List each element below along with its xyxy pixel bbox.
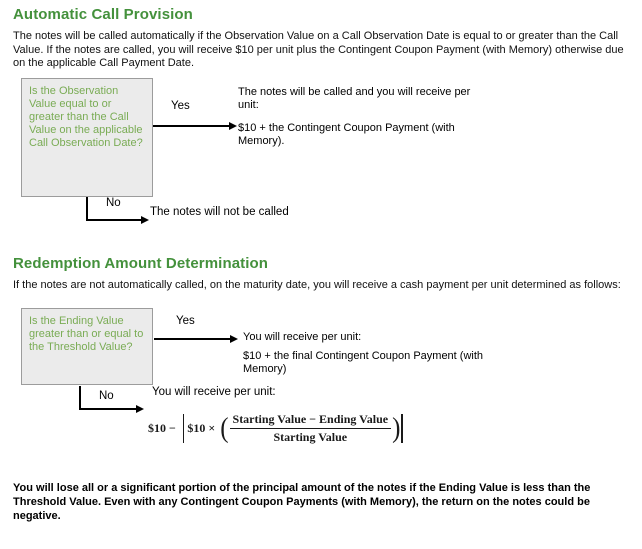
yes-branch-label: Yes [176,315,195,327]
no-branch-label: No [99,390,114,402]
absolute-value-bar-left [183,414,185,443]
formula-inner-term: $10 × [187,420,216,435]
redemption-yes-outcome-amount: $10 + the final Contingent Coupon Payment (with Memory) [243,350,484,375]
decision-box-ending-value [21,308,153,385]
no-arrow-head-icon [141,216,149,224]
no-branch-label: No [106,197,121,209]
yes-arrow-head-icon [229,122,237,130]
formula-fraction [230,412,392,445]
redemption-intro-paragraph: If the notes are not automatically called, on the maturity date, you will receive a cash payment per unit determined as follows: [13,279,621,291]
yes-branch-label: Yes [171,100,190,112]
redemption-amount-formula [148,409,403,447]
no-arrow-head-icon [136,405,144,413]
yes-arrow-head-icon [230,335,238,343]
fraction-denominator: Starting Value [273,429,348,444]
no-arrow-horizontal-line [86,219,141,221]
not-called-outcome: The notes will not be called [150,206,289,218]
section-heading-redemption-amount: Redemption Amount Determination [13,255,269,272]
redemption-no-outcome-intro: You will receive per unit: [152,386,276,398]
no-arrow-vertical-line [86,197,88,221]
called-outcome-amount: $10 + the Contingent Coupon Payment (with Memory). [238,122,455,147]
close-parenthesis: ) [392,412,401,444]
decision-box-question: Is the Observation Value equal to or greater than the Call Value on the applicable Call Observation Date? [29,85,143,149]
yes-arrow-line [154,338,230,340]
no-arrow-vertical-line [79,386,81,410]
no-arrow-horizontal-line [79,408,136,410]
redemption-yes-outcome-intro: You will receive per unit: [243,331,362,343]
open-parenthesis: ( [220,412,229,444]
formula-lead-term: $10 − [148,420,176,435]
decision-box-observation-value [21,78,153,197]
fraction-numerator: Starting Value − Ending Value [230,412,392,429]
called-outcome-intro: The notes will be called and you will receive per unit: [238,86,471,111]
absolute-value-bar-right [401,414,403,443]
yes-arrow-line [153,125,229,127]
section-heading-automatic-call: Automatic Call Provision [13,6,193,23]
automatic-call-intro-paragraph: The notes will be called automatically if the Observation Value on a Call Observation Date is equal to or greater than the Call Value. If the notes are called, you will receive $10 per unit plus the Contingent Coupon Payment (with Memory) otherwise due on the applicable Call Payment Date. [13,30,624,69]
principal-loss-warning: You will lose all or a significant portion of the principal amount of the notes if the Ending Value is less than the Threshold Value. Even with any Contingent Coupon Payments (with Memory), the return on the notes could be negative. [13,482,591,522]
decision-box-question: Is the Ending Value greater than or equal to the Threshold Value? [29,315,144,353]
